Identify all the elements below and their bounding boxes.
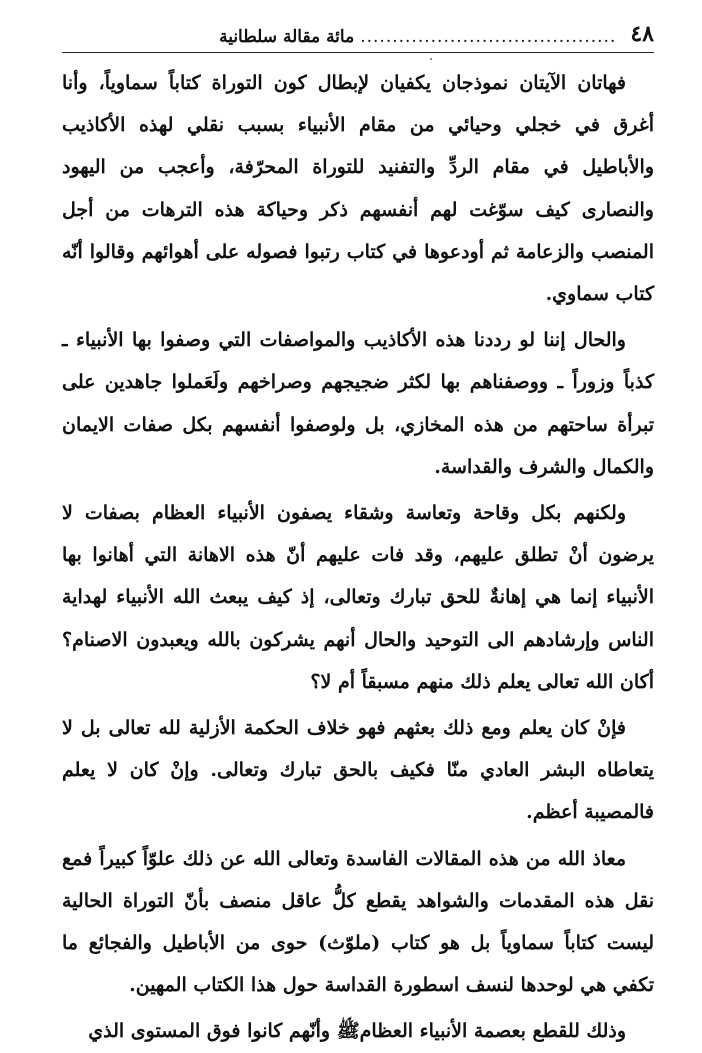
paragraph-3: ولكنهم بكل وقاحة وتعاسة وشقاء يصفون الأنبياء العظام بصفات لا يرضون أنْ تطلق عليهم، وقد فات عليهم أنّ هذه الاهانة التي أهانوا بها الأنبياء إنما هي إهانةٌ للحق تبارك وتعالى، إذ كيف يبعث الله الأنبياء لهداية الناس وإرشادهم الى التوحيد والحال أنهم يشركون بالله ويعبدون الاصنام؟ أكان الله تعالى يعلم ذلك منهم مسبقاً أم لا؟ xyxy=(62,502,654,693)
running-header xyxy=(219,21,654,52)
paragraph-4: فإنْ كان يعلم ومع ذلك بعثهم فهو خلاف الحكمة الأزلية لله تعالى بل لا يتعاطاه البشر العادي منّا فكيف بالحق تبارك وتعالى. وإنْ كان لا يعلم فالمصيبة أعظم. xyxy=(62,717,654,824)
paragraph-6: وذلك للقطع بعصمة الأنبياء العظامﷺ وأنّهم كانوا فوق المستوى الذي xyxy=(88,1020,626,1043)
paragraph-2: والحال إننا لو رددنا هذه الأكاذيب والمواصفات التي وصفوا بها الأنبياء ـ كذباً وزوراً ـ ووصفناهم بها لكثر ضجيجهم وصراخهم ولَعَملوا جاهدين على تبرأة ساحتهم من هذه المخازي، بل ولوصفوا أنفسهم بكل صفات الايمان والكمال والشرف والقداسة. xyxy=(62,329,654,478)
page-number: ٤٨ xyxy=(630,21,654,47)
paragraph-5: معاذ الله من هذه المقالات الفاسدة وتعالى الله عن ذلك علوّاً كبيراً فمع نقل هذه المقدمات والشواهد يقطع كلُّ عاقل منصف بأنّ التوراة الحالية ليست كتاباً سماوياً بل هو كتاب (ملوّث) حوى من الأباطيل والفجائع ما تكفي هي لوحدها لنسف اسطورة القداسة حول هذا الكتاب المهين. xyxy=(62,847,654,997)
body-text xyxy=(62,62,654,1053)
paragraph-1: فهاتان الآيتان نموذجان يكفيان لإبطال كون التوراة كتاباً سماوياً، وأنا أغرق في خجلي وحيائي من مقام الأنبياء بسبب نقلي لهذه الأكاذيب والأباطيل في مقام الردِّ والتفنيد للتوراة المحرّفة، وأعجب من اليهود والنصارى كيف سوّغت لهم أنفسهم ذكر وحياكة هذه الترهات من أجل المنصب والزعامة ثم أودعوها في كتاب رتبوا فصوله على أهوائهم وقالوا أنّه كتاب سماوي. xyxy=(62,72,654,306)
running-title: مائة مقالة سلطانية xyxy=(219,27,355,47)
page-header xyxy=(62,18,654,53)
leader-dots: ........................................ xyxy=(360,27,617,47)
print-speck xyxy=(430,58,432,60)
